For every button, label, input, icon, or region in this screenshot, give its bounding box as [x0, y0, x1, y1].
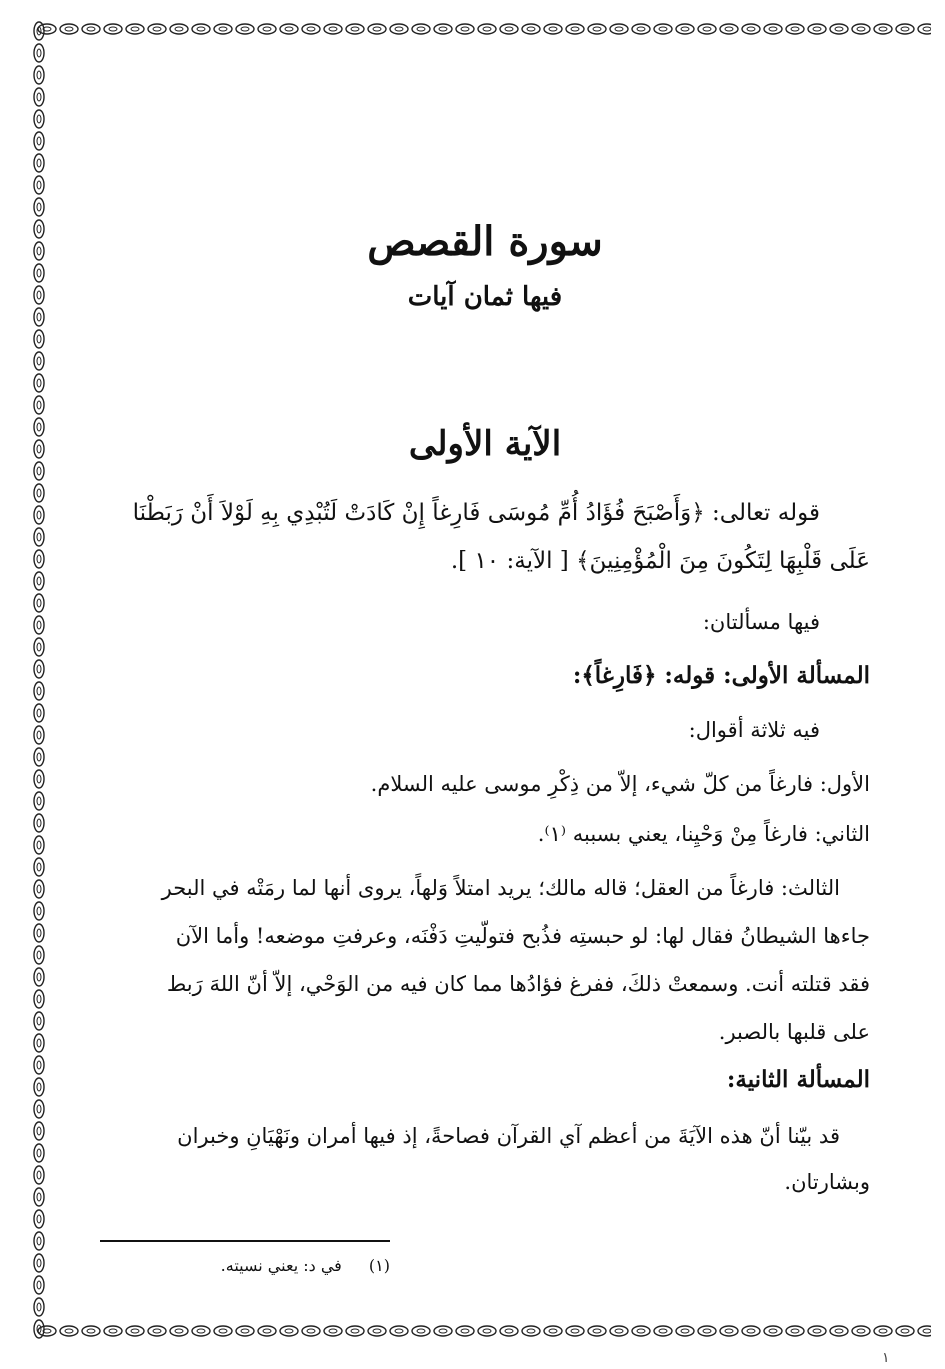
surah-title: سورة القصص	[367, 218, 603, 265]
verse-text-2: عَلَى قَلْبِهَا لِتَكُونَ مِنَ الْمُؤْمِنِينَ﴾ [ الآية: ١٠ ].	[450, 548, 870, 574]
page-content	[100, 0, 870, 1369]
masala2-p1-line2: وبشارتان.	[784, 1170, 870, 1194]
masala1-p4-line1: الثالث: فارغاً من العقل؛ قاله مالك؛ يريد امتلاً وَلهاً، يروى أنها لما رمَتْه في البحر	[161, 876, 840, 900]
masala2-p1-line1: قد بيّنا أنّ هذه الآيَةَ من أعظم آي القرآن فصاحةً، إذ فيها أمران ونَهْيَانِ وخبران	[177, 1124, 840, 1148]
masail-intro: فيها مسألتان:	[702, 610, 820, 634]
masala1-p4-line4: على قلبها بالصبر.	[718, 1020, 870, 1044]
masala1-p1: فيه ثلاثة أقوال:	[688, 718, 820, 742]
footnote-rule	[100, 1240, 390, 1242]
footnote-number: (١)	[368, 1256, 390, 1275]
masala1-heading: المسألة الأولى: قوله: ﴿فَارِغاً﴾:	[572, 662, 870, 689]
page-mark: ١	[882, 1350, 890, 1366]
verse-intro: قوله تعالى:	[712, 500, 820, 526]
masala2-heading: المسألة الثانية:	[726, 1066, 870, 1093]
verse-line-1	[133, 500, 820, 526]
masala1-p3: الثاني: فارغاً مِنْ وَحْيِنا، يعني بسببه ⁽١⁾.	[537, 822, 870, 846]
ayah-heading: الآية الأولى	[408, 424, 562, 464]
masala1-p4-line3: فقد قتلته أنت. وسمعتْ ذلكَ، ففرغ فؤادُها مما كان فيه من الوَحْي، إلاّ أنّ اللهَ رَبط	[166, 972, 870, 996]
footnote-text: في د: يعني نسيته.	[220, 1256, 342, 1275]
verse-text-1: ﴿وَأَصْبَحَ فُؤَادُ أُمِّ مُوسَى فَارِغاً إِنْ كَادَتْ لَتُبْدِي بِهِ لَوْلاَ أَنْ رَبَطْنَا	[132, 500, 705, 526]
verse-line-2	[451, 548, 870, 574]
masala1-p2: الأول: فارغاً من كلّ شيء، إلاّ من ذِكْرِ موسى عليه السلام.	[370, 772, 870, 796]
border-left	[30, 20, 48, 1340]
surah-subtitle: فيها ثمان آيات	[407, 282, 563, 312]
masala1-p4-line2: جاءها الشيطانُ فقال لها: لو حبستِه فذُبح فتولّيتِ دَفْنَه، وعرفتِ موضعه! وأما الآن	[175, 924, 870, 948]
footnote	[100, 1256, 390, 1275]
